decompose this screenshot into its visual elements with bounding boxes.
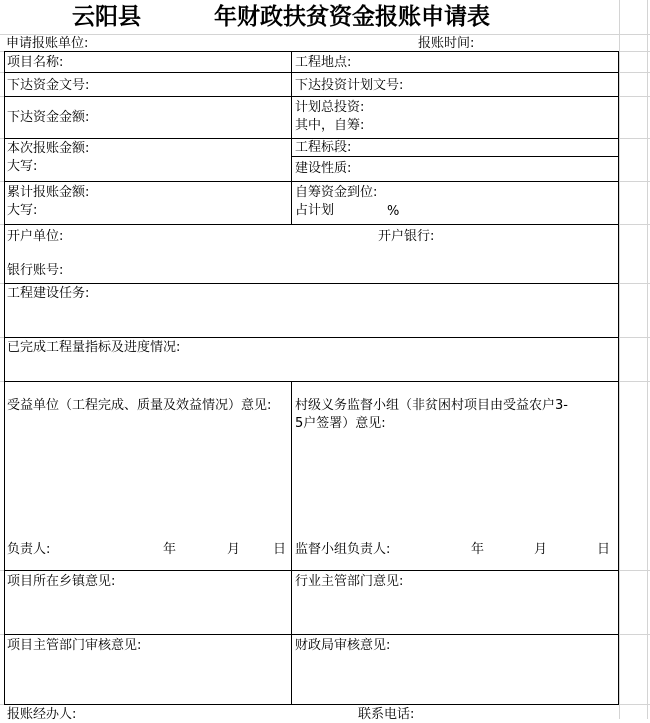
bank-account-label: 银行账号: <box>7 263 64 278</box>
construction-task-label: 工程建设任务: <box>7 286 90 301</box>
finance-review-label: 财政局审核意见: <box>295 638 391 653</box>
issued-fund-doc-label: 下达资金文号: <box>7 78 90 93</box>
account-unit-label: 开户单位: <box>7 229 64 244</box>
handler-label: 报账经办人: <box>7 707 77 722</box>
plan-percent-label: 占计划 <box>295 203 335 218</box>
right-month: 月 <box>534 542 548 557</box>
phone-label: 联系电话: <box>358 707 415 722</box>
current-amount-label: 本次报账金额: <box>7 141 90 156</box>
percent-sign: % <box>387 204 400 219</box>
section-label: 工程标段: <box>295 140 352 155</box>
bank-label: 开户银行: <box>378 229 435 244</box>
cumulative-upper-label: 大写: <box>7 203 38 218</box>
self-raised-label: 其中，自筹: <box>295 118 365 133</box>
left-year: 年 <box>163 542 177 557</box>
industry-dept-opinion-label: 行业主管部门意见: <box>295 574 404 589</box>
project-name-label: 项目名称: <box>7 55 64 70</box>
right-year: 年 <box>471 542 485 557</box>
applicant-unit-label: 申请报账单位: <box>6 36 89 51</box>
report-time-label: 报账时间: <box>418 36 475 51</box>
construction-nature-label: 建设性质: <box>295 161 352 176</box>
village-group-opinion-line1: 村级义务监督小组（非贫困村项目由受益农户3- <box>295 398 568 413</box>
township-opinion-label: 项目所在乡镇意见: <box>7 574 116 589</box>
group-leader-label: 监督小组负责人: <box>295 542 391 557</box>
planned-total-label: 计划总投资: <box>295 100 365 115</box>
current-upper-label: 大写: <box>7 159 38 174</box>
left-day: 日 <box>273 542 287 557</box>
project-location-label: 工程地点: <box>295 55 352 70</box>
beneficiary-opinion-label: 受益单位（工程完成、质量及效益情况）意见: <box>7 398 272 413</box>
dept-review-label: 项目主管部门审核意见: <box>7 638 142 653</box>
title-county: 云阳县 <box>72 3 141 30</box>
left-month: 月 <box>227 542 241 557</box>
self-funds-arrived-label: 自筹资金到位: <box>295 185 378 200</box>
form-title <box>0 0 620 34</box>
village-group-opinion-line2: 5户签署）意见: <box>295 416 386 431</box>
person-in-charge-label: 负责人: <box>7 542 51 557</box>
issued-amount-label: 下达资金金额: <box>7 110 90 125</box>
cumulative-amount-label: 累计报账金额: <box>7 185 90 200</box>
issued-plan-doc-label: 下达投资计划文号: <box>295 78 404 93</box>
progress-label: 已完成工程量指标及进度情况: <box>7 340 181 355</box>
title-text: 年财政扶贫资金报账申请表 <box>214 3 490 30</box>
right-day: 日 <box>597 542 611 557</box>
